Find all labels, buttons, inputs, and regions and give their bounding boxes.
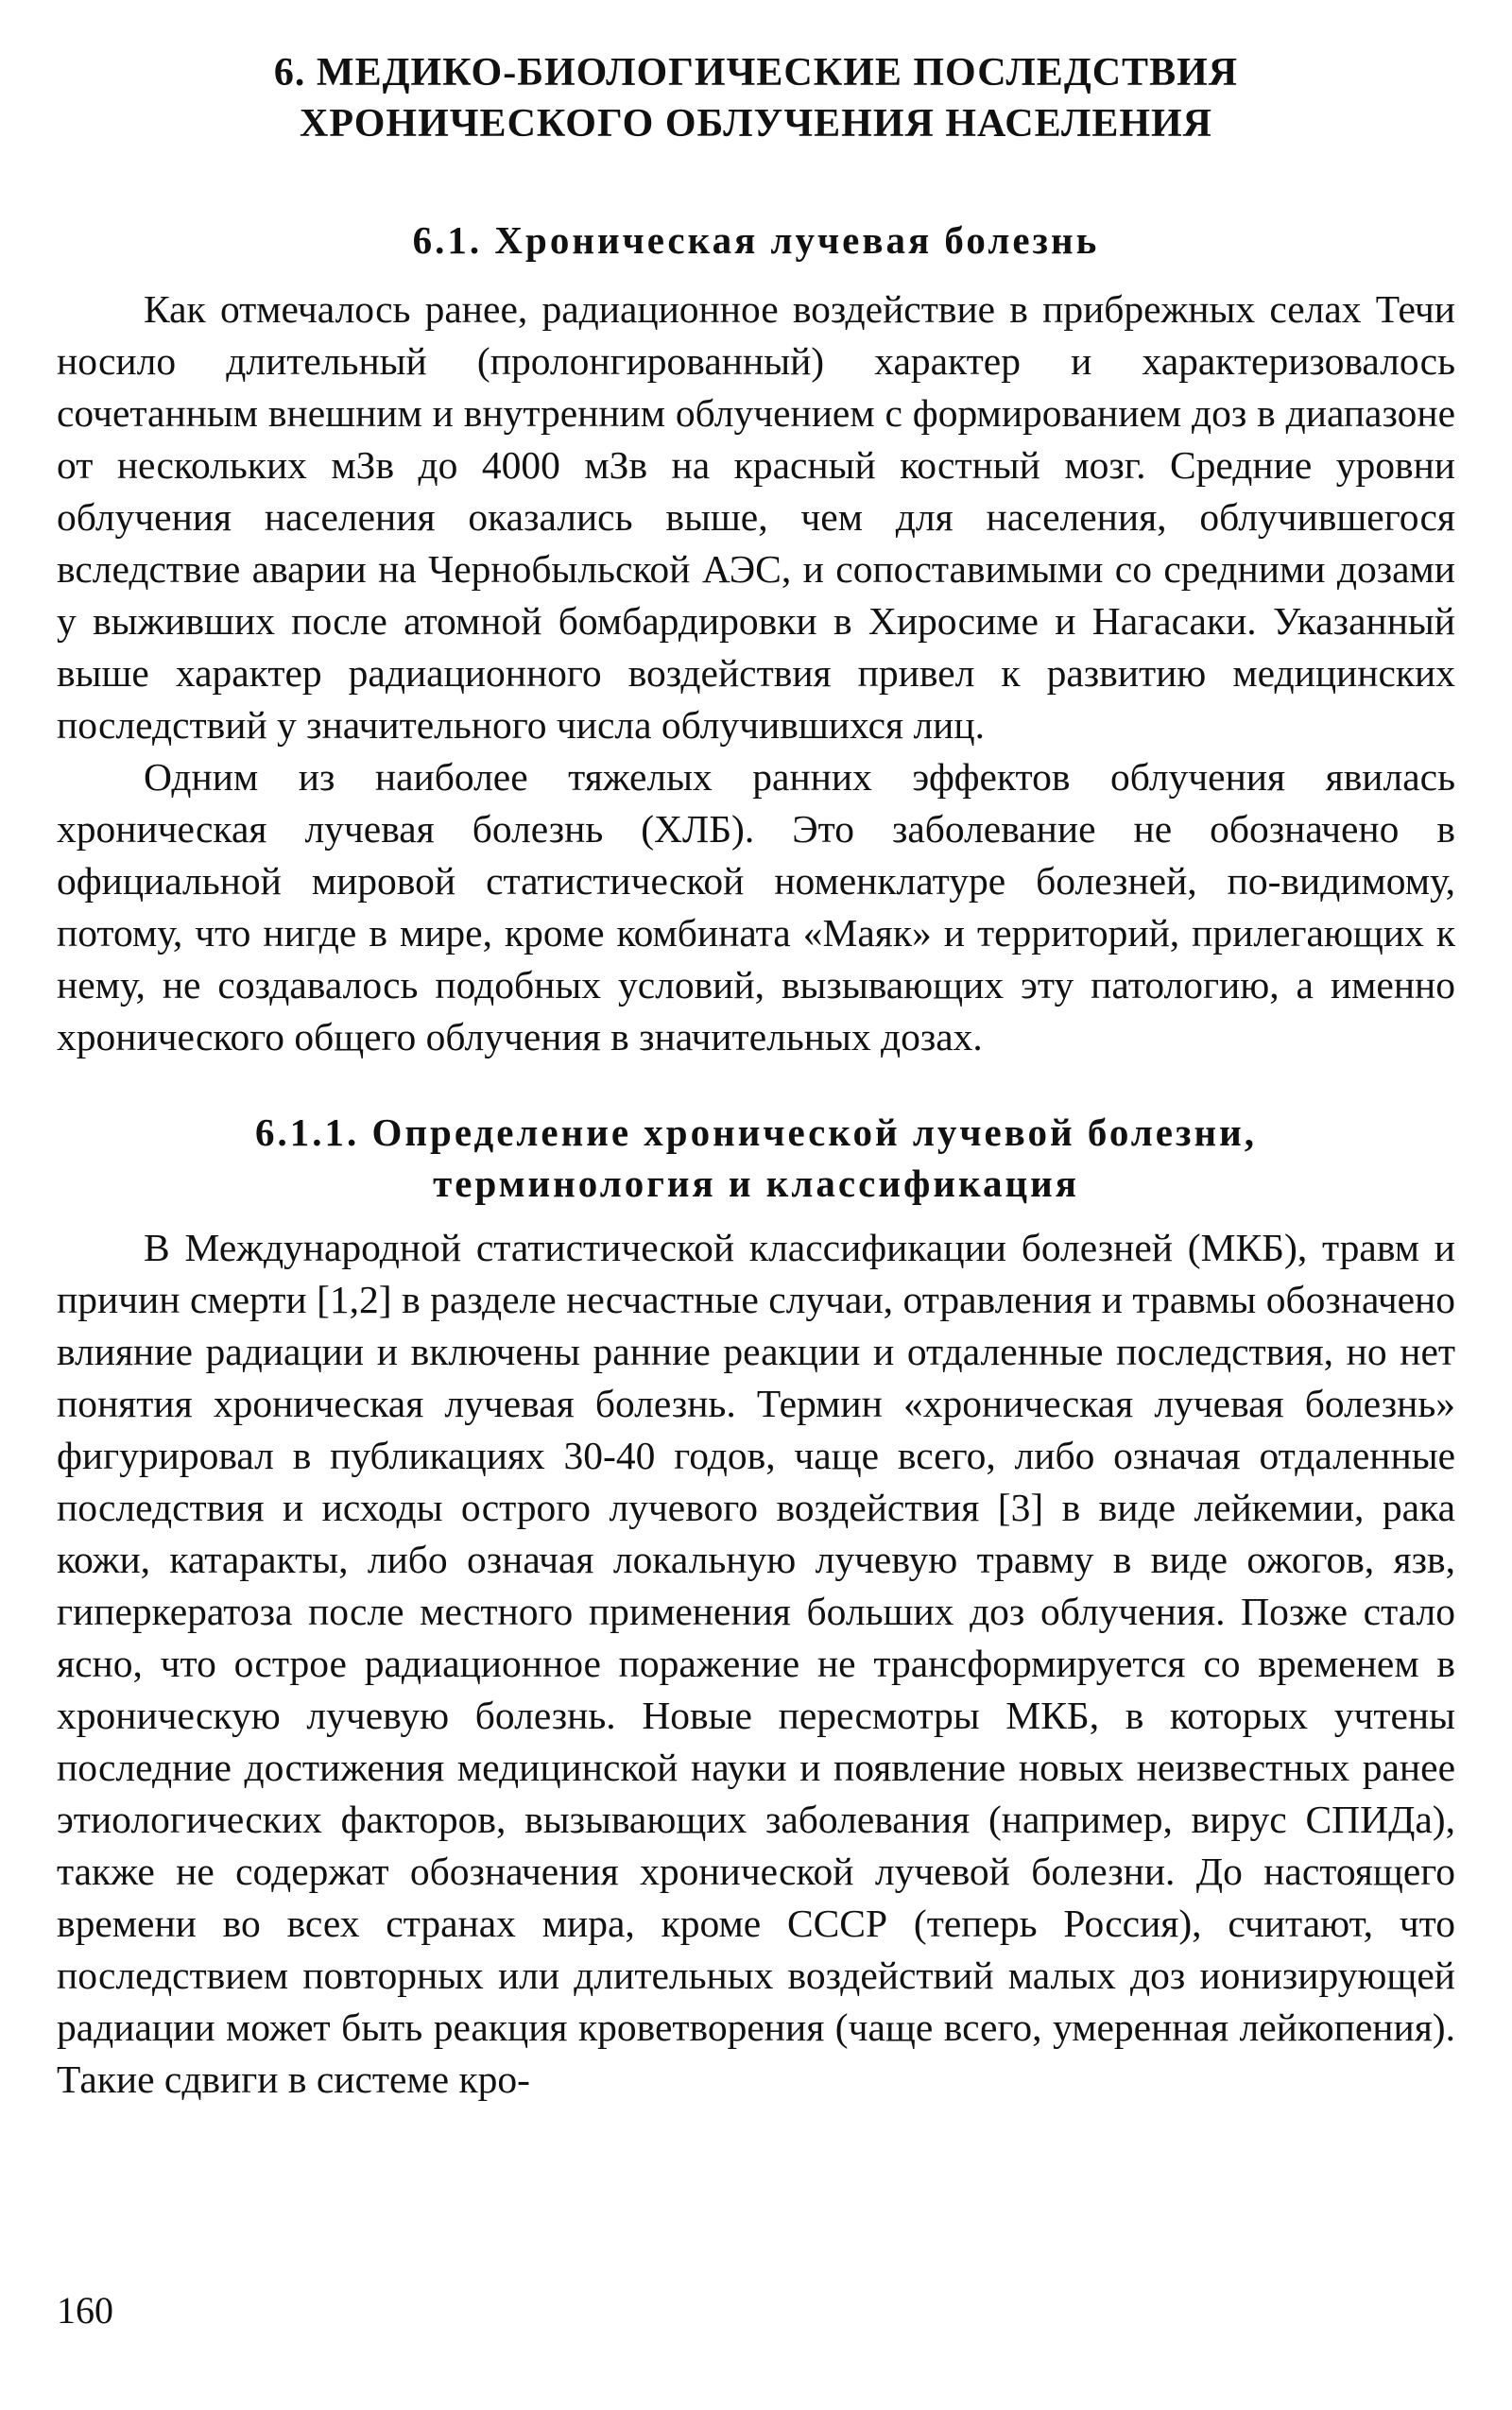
chapter-title-line-2: ХРОНИЧЕСКОГО ОБЛУЧЕНИЯ НАСЕЛЕНИЯ [299,102,1213,146]
paragraph-2: Одним из наиболее тяжелых ранних эффектов облучения явилась хроническая лучевая болезнь (ХЛБ). Это заболевание не обозначено в официальной мировой статистической номенклатуре болезней, по-видимому, потому, что нигде в мире, кроме комбината «Маяк» и территорий, прилегающих к нему, не создавалось подобных условий, вызывающих эту патологию, а именно хронического общего облучения в значительных дозах. [57,755,1455,1059]
chapter-title [57,47,1455,149]
subsection-title-line-2: терминология и классификация [433,1162,1079,1205]
chapter-title-line-1: 6. МЕДИКО-БИОЛОГИЧЕСКИЕ ПОСЛЕДСТВИЯ [273,51,1239,95]
page [57,47,1455,2106]
subsection-title [57,1107,1455,1209]
paragraph-1: Как отмечалось ранее, радиационное воздействие в прибрежных селах Течи носило длительный (пролонгированный) характер и характеризовалось сочетанным внешним и внутренним облучением с формированием доз в диапазоне от нескольких мЗв до 4000 мЗв на красный костный мозг. Средние уровни облучения населения оказались выше, чем для населения, облучившегося вследствие аварии на Чернобыльской АЭС, и сопоставимыми со средними дозами у выживших после атомной бомбардировки в Хиросиме и Нагасаки. Указанный выше характер радиационного воздействия привел к развитию медицинских последствий у значительного числа облучившихся лиц. [57,287,1455,747]
paragraph-3: В Международной статистической классификации болезней (МКБ), травм и причин смерти [1,2] в разделе несчастные случаи, отравления и травмы обозначено влияние радиации и включены ранние реакции и отдаленные последствия, но нет понятия хроническая лучевая болезнь. Термин «хроническая лучевая болезнь» фигурировал в публикациях 30-40 годов, чаще всего, либо означая отдаленные последствия и исходы острого лучевого воздействия [3] в виде лейкемии, рака кожи, катаракты, либо означая локальную лучевую травму в виде ожогов, язв, гиперкератоза после местного применения больших доз облучения. Позже стало ясно, что острое радиационное поражение не трансформируется со временем в хроническую лучевую болезнь. Новые пересмотры МКБ, в которых учтены последние достижения медицинской науки и появление новых неизвестных ранее этиологических факторов, вызывающих заболевания (например, вирус СПИДа), также не содержат обозначения хронической лучевой болезни. До настоящего времени во всех странах мира, кроме СССР (теперь Россия), считают, что последствием повторных или длительных воздействий малых доз ионизирующей радиации может быть реакция кроветворения (чаще всего, умеренная лейкопения). Такие сдвиги в системе кро- [57,1226,1455,2101]
page-number: 160 [57,2289,113,2332]
subsection-title-line-1: 6.1.1. Определение хронической лучевой болезни, [255,1110,1257,1154]
section-title: 6.1. Хроническая лучевая болезнь [412,218,1100,262]
